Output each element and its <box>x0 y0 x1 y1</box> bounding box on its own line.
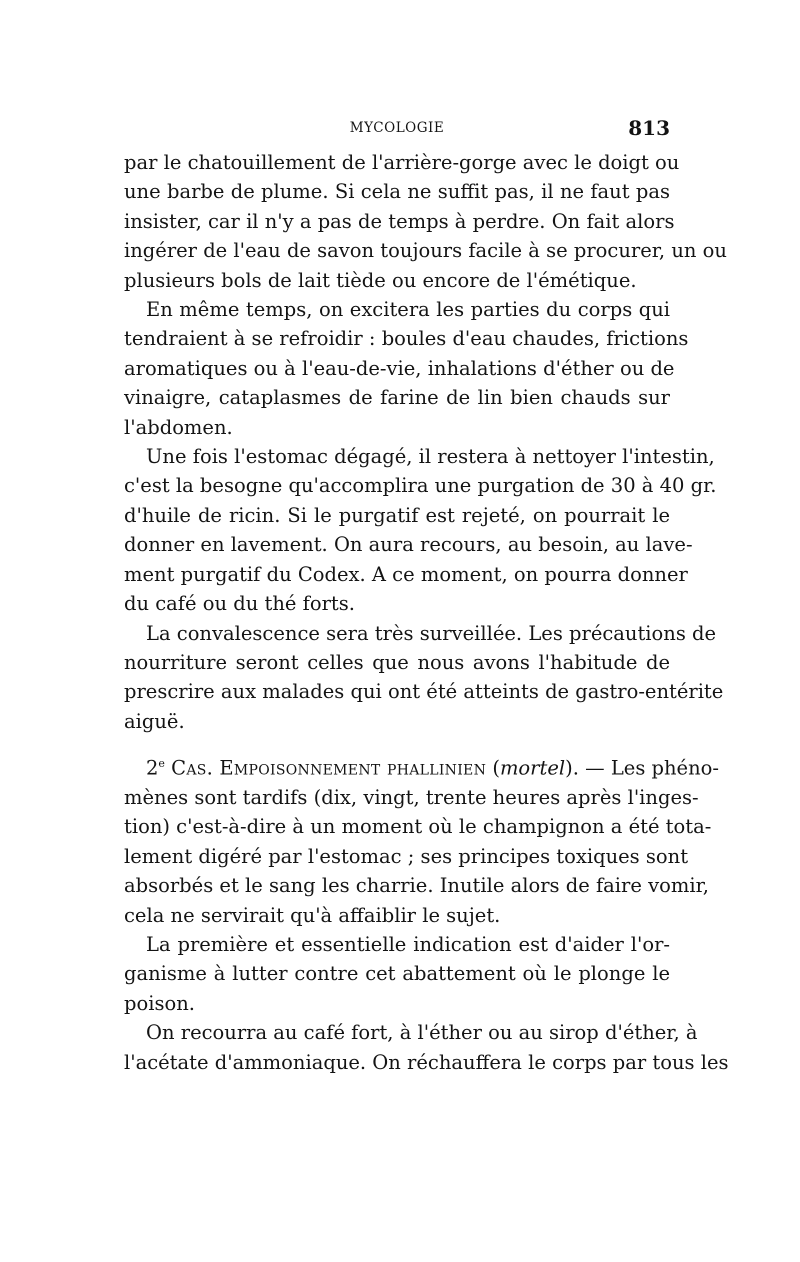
paragraph-emesis <box>124 148 727 295</box>
paragraph-treatment <box>124 1018 729 1077</box>
text-line: En même temps, on excitera les parties du corps qui <box>146 298 670 322</box>
case-heading-line <box>124 749 719 783</box>
text-line: La première et essentielle indication est d'aider l'or- <box>146 933 670 957</box>
paragraph-warming <box>124 295 689 442</box>
paragraph-case-two <box>124 749 719 930</box>
text-line: ingérer de l'eau de savon toujours facile à se procurer, un ou <box>124 239 727 263</box>
case-label: Cas. <box>171 756 214 780</box>
text-line: d'huile de ricin. Si le purgatif est rejeté, on pourrait le <box>124 503 670 527</box>
case-ordinal-sup: e <box>158 757 165 771</box>
text-line: l'abdomen. <box>124 415 233 439</box>
text-line: La convalescence sera très surveillée. Les précautions de <box>146 621 717 645</box>
paragraph-intestine <box>124 442 717 618</box>
text-line: par le chatouillement de l'arrière-gorge avec le doigt ou <box>124 151 680 174</box>
case-lead-text: — Les phéno- <box>585 756 719 780</box>
case-title: Empoisonnement phallinien <box>219 756 487 780</box>
text-line: tendraient à se refroidir : boules d'eau chaudes, frictions <box>124 327 689 351</box>
text-line: c'est la besogne qu'accomplira une purgation de 30 à 40 gr. <box>124 474 717 498</box>
paragraph-first-indication <box>124 930 670 1018</box>
text-line: insister, car il n'y a pas de temps à perdre. On fait alors <box>124 209 675 233</box>
text-line: plusieurs bols de lait tiède ou encore de l'émétique. <box>124 268 637 292</box>
text-line: Une fois l'estomac dégagé, il restera à nettoyer l'intestin, <box>146 445 715 469</box>
paragraph-convalescence <box>124 619 724 737</box>
text-line: lement digéré par l'estomac ; ses principes toxiques sont <box>124 844 689 868</box>
text-line: prescrire aux malades qui ont été atteints de gastro-entérite <box>124 680 724 704</box>
body-text <box>124 148 729 1077</box>
text-line: ment purgatif du Codex. A ce moment, on pourra donner <box>124 562 688 586</box>
page-number: 813 <box>628 116 670 140</box>
text-line: du café ou du thé forts. <box>124 592 355 616</box>
text-line: vinaigre, cataplasmes de farine de lin bien chauds sur <box>124 386 670 410</box>
case-ordinal: 2 <box>146 756 159 780</box>
text-line: On recourra au café fort, à l'éther ou au sirop d'éther, à <box>146 1021 698 1045</box>
case-paren-close: ). <box>565 756 579 780</box>
text-line: cela ne servirait qu'à affaiblir le sujet. <box>124 903 501 927</box>
running-title: MYCOLOGIE <box>349 120 445 136</box>
text-line: tion) c'est-à-dire à un moment où le champignon a été tota- <box>124 815 712 839</box>
text-line: aiguë. <box>124 709 185 733</box>
section-gap <box>124 736 670 749</box>
text-line: l'acétate d'ammoniaque. On réchauffera le corps par tous les <box>124 1050 729 1074</box>
text-line: une barbe de plume. Si cela ne suffit pas, il ne faut pas <box>124 180 670 204</box>
running-head <box>124 116 670 140</box>
text-line: nourriture seront celles que nous avons l'habitude de <box>124 650 670 674</box>
text-line: poison. <box>124 991 195 1015</box>
case-paren-open: ( <box>492 756 500 780</box>
text-line: donner en lavement. On aura recours, au besoin, au lave- <box>124 533 693 557</box>
text-line: aromatiques ou à l'eau-de-vie, inhalations d'éther ou de <box>124 356 675 380</box>
case-qualifier: mortel <box>499 756 566 780</box>
text-line: mènes sont tardifs (dix, vingt, trente heures après l'inges- <box>124 786 699 810</box>
text-line: absorbés et le sang les charrie. Inutile alors de faire vomir, <box>124 874 709 898</box>
text-line: ganisme à lutter contre cet abattement où le plonge le <box>124 962 670 986</box>
